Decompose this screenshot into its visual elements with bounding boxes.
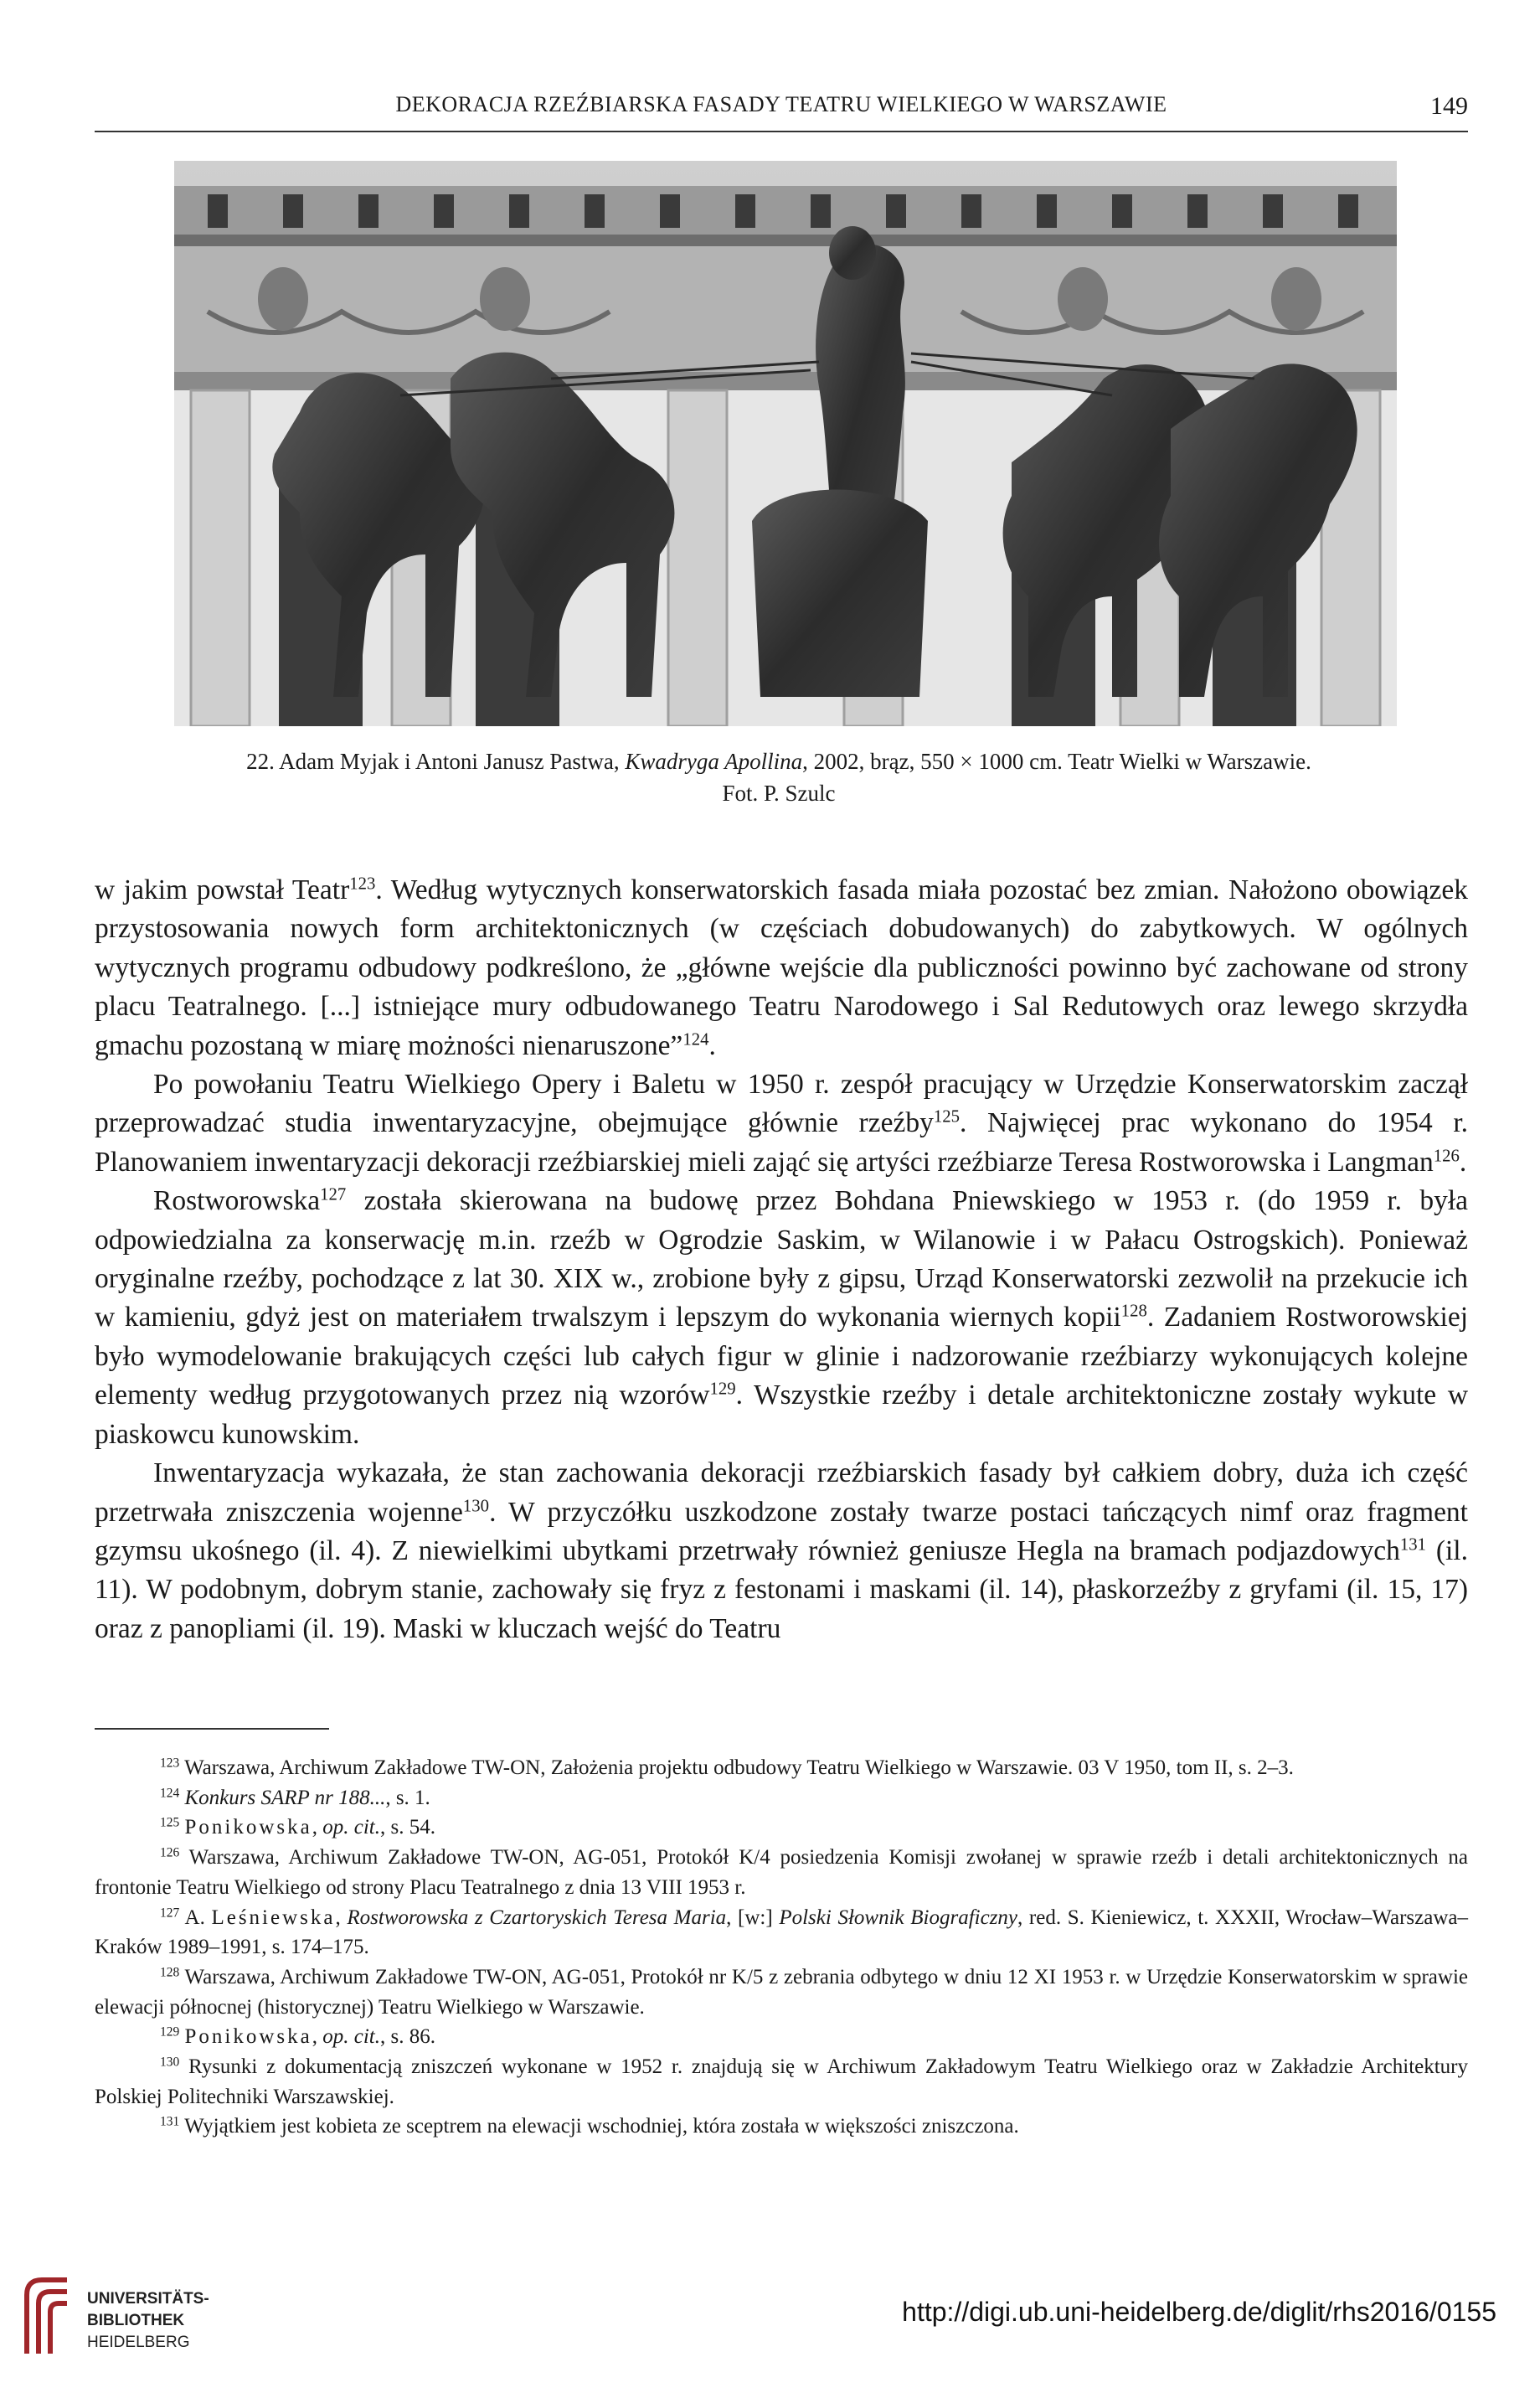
text-run: została skierowana na budowę przez Bohdana Pniewskiego w 1953 r. (do 1959 r. była odpowiedzialna za konserwację m.in. rzeźb w Ogrodzie Saskim, w Wilanowie i w Pałacu Ostrogskich). Ponieważ oryginalne rzeźby, pochodzące z lat 30. XIX w., zrobione były z gipsu, Urząd Konserwatorski zezwolił na przekucie ich w kamieniu, gdyż jest on materiałem trwalszym i lepszym do wykonania wiernych kopii xyxy=(95,1185,1468,1333)
footnote-ref: 126 xyxy=(1433,1146,1460,1166)
text-run: . Według wytycznych konserwatorskich fasada miała pozostać bez zmian. Nałożono obowiązek przystosowania nowych form architektonicznych (w częściach dobudowanych) do zabytkowych. W ogólnych wytycznych programu odbudowy podkreślono, że „główne wejście dla publiczności powinno być zachowane od strony placu Teatralnego. [...] istniejące mury odbudowanego Teatru Narodowego i Sal Redutowych oraz lewego skrzydła gmachu pozostaną w miarę możności nienaruszone” xyxy=(95,874,1468,1061)
library-logo-icon xyxy=(18,2270,77,2362)
footnote-number: 129 xyxy=(160,2024,180,2040)
footnote-text: , red. S. Kieniewicz, t. XXXII, Wrocław–Warszawa–Kraków 1989–1991, s. 174–175. xyxy=(95,1906,1468,1959)
source-url[interactable]: http://digi.ub.uni-heidelberg.de/diglit/rhs2016/0155 xyxy=(902,2297,1496,2327)
library-logo xyxy=(18,2270,219,2379)
main-text xyxy=(95,871,1468,1648)
library-name-line: HEIDELBERG xyxy=(87,2334,190,2351)
footnote-text: Warszawa, Archiwum Zakładowe TW-ON, AG-051, Protokół nr K/5 z zebrania odbytego w dniu 12 XI 1953 r. w Urzędzie Konserwatorskim w sprawie elewacji północnej (historycznej) Teatru Wielkiego w Warszawie. xyxy=(95,1965,1468,2019)
footnote: $^{125}$ Ponikowska, op. cit., s. 54. xyxy=(160,1815,435,1839)
caption-work-title: Kwadryga Apollina xyxy=(625,749,803,774)
footnote-text: Warszawa, Archiwum Zakładowe TW-ON, Założenia projektu odbudowy Teatru Wielkiego w Warszawie. 03 V 1950, tom II, s. 2–3. xyxy=(184,1756,1294,1779)
text-run: Po powołaniu Teatru Wielkiego Opery i Baletu w 1950 r. zespół pracujący w Urzędzie Konserwatorskim zaczął przeprowadzać studia inwentaryzacyjne, obejmujące głównie rzeźby xyxy=(95,1069,1468,1139)
footnote-title: Rostworowska z Czartoryskich Teresa Maria xyxy=(347,1906,727,1929)
footnote-ref: 123 xyxy=(349,874,376,894)
footnote xyxy=(95,2112,1468,2142)
paragraph xyxy=(95,1454,1468,1648)
library-name-line: UNIVERSITÄTS- xyxy=(87,2290,209,2308)
footnote-author: Ponikowska xyxy=(184,2025,312,2049)
running-title: DEKORACJA RZEŹBIARSKA FASADY TEATRU WIELKIEGO W WARSZAWIE xyxy=(395,92,1167,116)
footnote-ref: 129 xyxy=(709,1379,736,1399)
text-run: Rostworowska xyxy=(153,1185,321,1217)
quadriga-photo xyxy=(174,161,1397,726)
footnote-author: Leśniewska xyxy=(211,1906,336,1929)
footnote-title: Konkurs SARP nr 188... xyxy=(184,1786,386,1809)
paragraph xyxy=(95,1065,1468,1182)
footnote-text: , [w:] xyxy=(726,1906,780,1929)
paragraph xyxy=(95,1182,1468,1454)
library-name-line: BIBLIOTHEK xyxy=(87,2312,185,2329)
footnote: $^{129}$ Ponikowska, op. cit., s. 86. xyxy=(160,2024,435,2049)
text-run: . xyxy=(708,1029,716,1061)
footnote-divider xyxy=(95,1728,329,1730)
footnote-number: 130 xyxy=(160,2055,180,2070)
footnote xyxy=(95,2052,1468,2112)
footnote-text: , s. 86. xyxy=(379,2025,435,2049)
footnote-number: 131 xyxy=(160,2114,180,2129)
footnote-number: 126 xyxy=(160,1845,180,1860)
figure-caption xyxy=(134,745,1424,810)
footnote xyxy=(95,1962,1468,2022)
footnote-ref: 124 xyxy=(682,1029,709,1050)
footnote xyxy=(95,1843,1468,1902)
footnote-title: op. cit. xyxy=(322,2025,380,2049)
text-run: (il. 11). W podobnym, dobrym stanie, zachowały się fryz z festonami i maskami (il. 14), płaskorzeźby z gryfami (il. 15, 17) oraz z panopliami (il. 19). Maski w kluczach wejść do Teatru xyxy=(95,1534,1468,1644)
running-header xyxy=(95,90,1468,132)
footnote xyxy=(95,1903,1468,1962)
footnote-text: Wyjątkiem jest kobieta ze sceptrem na elewacji wschodniej, która została w większości zniszczona. xyxy=(184,2115,1019,2138)
footnote-number: 125 xyxy=(160,1815,180,1830)
footnote-title: op. cit. xyxy=(322,1816,380,1839)
footnote-text: A. xyxy=(184,1906,212,1929)
text-run: . Wszystkie rzeźby i detale architektoniczne zostały wykute w piaskowcu kunowskim. xyxy=(95,1380,1469,1450)
footnote-text: Warszawa, Archiwum Zakładowe TW-ON, AG-051, Protokół K/4 posiedzenia Komisji zwołanej w sprawie rzeźb i detali architektonicznych na frontonie Teatru Wielkiego od strony Placu Teatralnego z dnia 13 VIII 1953 r. xyxy=(95,1846,1468,1899)
footnote-text: , xyxy=(335,1906,348,1929)
footnote-number: 127 xyxy=(160,1906,180,1920)
text-run: . Zadaniem Rostworowskiej było wymodelowanie brakujących części lub całych figur w glinie i nadzorowanie rzeźbiarzy wykonujących kolejne elementy według przygotowanych przez nią wzorów xyxy=(95,1302,1469,1411)
footnote-text: , s. 54. xyxy=(379,1816,435,1839)
footnote-ref: 128 xyxy=(1120,1302,1147,1322)
footnote-ref: 127 xyxy=(320,1184,347,1204)
caption-credit: Fot. P. Szulc xyxy=(722,781,836,807)
footnote-number: 128 xyxy=(160,1965,180,1980)
footnotes xyxy=(95,1753,1468,2142)
caption-text-2: , 2002, brąz, 550 × 1000 cm. Teatr Wielki w Warszawie. xyxy=(802,749,1311,774)
text-run: w jakim powstał Teatr xyxy=(95,874,350,905)
footnote-number: 123 xyxy=(160,1756,180,1771)
library-name xyxy=(87,2288,209,2354)
footnote xyxy=(95,1783,1468,1813)
footnote-title: Polski Słownik Biograficzny xyxy=(779,1906,1018,1929)
text-run: Inwentaryzacja wykazała, że stan zachowania dekoracji rzeźbiarskich fasady był całkiem dobry, duża ich część przetrwała zniszczenia wojenne xyxy=(95,1457,1468,1528)
text-run: . Najwięcej prac wykonano do 1954 r. Planowaniem inwentaryzacji dekoracji rzeźbiarskiej mieli zająć się artyści rzeźbiarze Teresa Rostworowska i Langman xyxy=(95,1107,1468,1178)
text-run: . xyxy=(1459,1146,1467,1178)
page-number: 149 xyxy=(1430,92,1468,120)
caption-text: 22. Adam Myjak i Antoni Janusz Pastwa, xyxy=(246,749,626,774)
footnote-author: Ponikowska xyxy=(184,1816,312,1839)
footnote-text: , s. 1. xyxy=(385,1786,430,1809)
paragraph xyxy=(95,871,1468,1065)
text-run: . W przyczółku uszkodzone zostały twarze postaci tańczących nimf oraz fragment gzymsu ukośnego (il. 4). Z niewielkimi ubytkami przetrwały również geniusze Hegla na bramach podjazdowych xyxy=(95,1496,1468,1566)
footnote-number: 124 xyxy=(160,1786,180,1801)
footnote-text: Rysunki z dokumentacją zniszczeń wykonane w 1952 r. znajdują się w Archiwum Zakładowym Teatru Wielkiego oraz w Zakładzie Architektury Polskiej Politechniki Warszawskiej. xyxy=(95,2055,1469,2108)
footnote-ref: 131 xyxy=(1399,1534,1426,1555)
footnote xyxy=(95,1753,1468,1783)
footnote-ref: 125 xyxy=(933,1107,960,1127)
footnote-ref: 130 xyxy=(462,1496,490,1516)
